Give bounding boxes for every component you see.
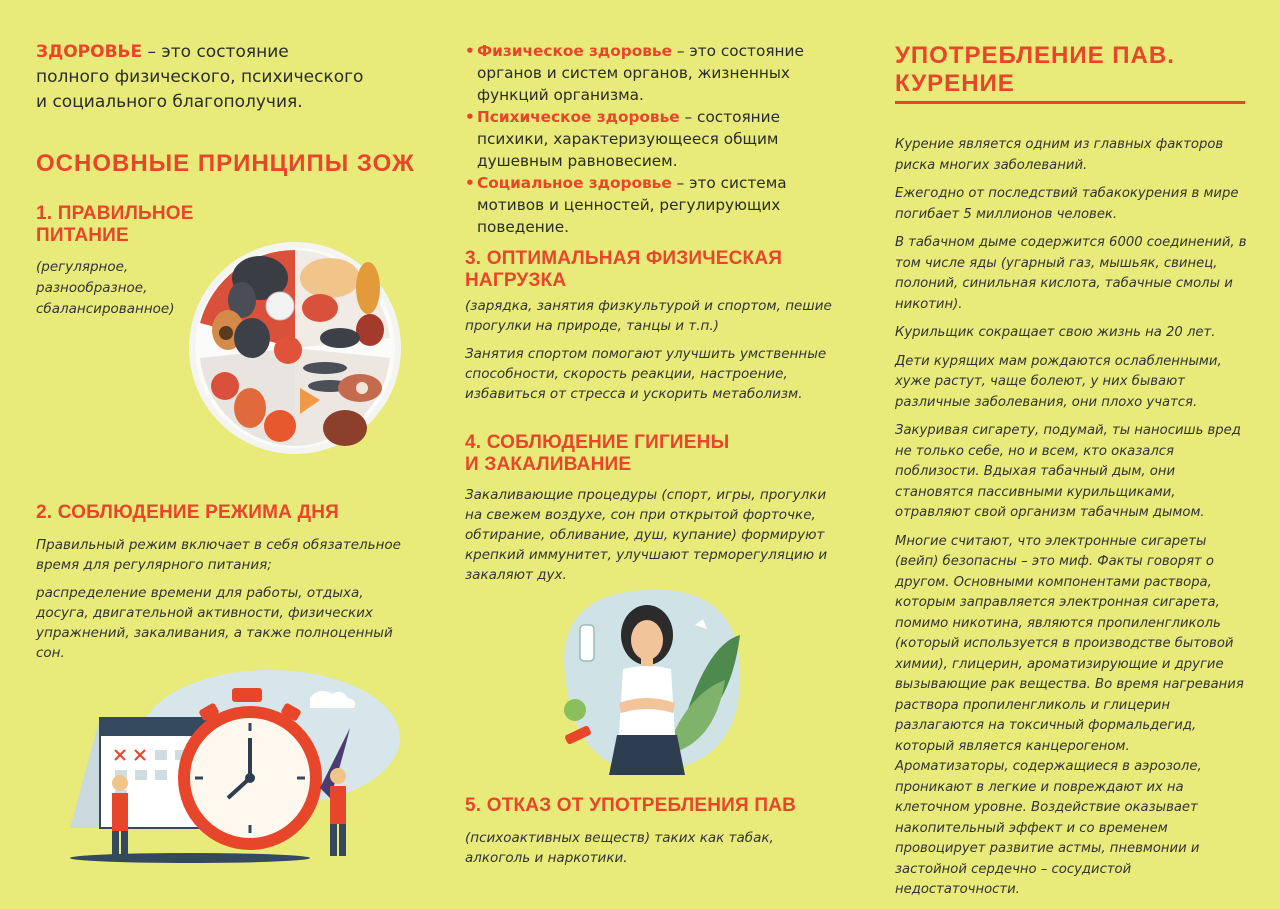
smoking-paragraph-4: Курильщик сокращает свою жизнь на 20 лет.: [895, 325, 1216, 340]
health-definition: [36, 40, 436, 115]
smoking-paragraph-6: Закуривая сигарету, подумай, ты наносишь вред не только себе, но и всем, кто оказался поблизости. Вдыхая табачный дым, они становятся пассивными курильщиками, отравляют свой организм табачным дымом.: [895, 423, 1241, 520]
physical-health-text: – это состояние органов и систем органов, жизненных функций организма.: [477, 42, 804, 104]
section4-heading-line2: И ЗАКАЛИВАНИЕ: [465, 454, 632, 475]
section5-paragraph1: (психоактивных веществ) таких как табак, алкоголь и наркотики.: [465, 830, 774, 866]
heading-underline: [895, 101, 1245, 104]
section1-heading: [36, 203, 194, 247]
section2-paragraph1: Правильный режим включает в себя обязательное время для регулярного питания;: [36, 537, 401, 573]
section1-note-line1: (регулярное,: [36, 259, 129, 275]
list-item: [465, 172, 835, 238]
social-health-term: Социальное здоровье: [477, 174, 672, 192]
section3-heading-line2: НАГРУЗКА: [465, 270, 567, 291]
section2-text: [36, 535, 416, 671]
column-right: [860, 0, 1280, 905]
smoking-paragraph-3: В табачном дыме содержится 6000 соединений, в том числе яды (угарный газ, мышьяк, свинец, полоний, синильная кислота, табачные смолы и никотин).: [895, 235, 1247, 312]
smoking-paragraph-7: Многие считают, что электронные сигареты (вейп) безопасны – это миф. Факты говорят о другом. Основными компонентами раствора, которым заправляется электронная сигарета, помимо никотина, являются пропиленгликоль (который используется в производстве бытовой химии), глицерин, ароматизирующие и другие вызывающие рак вещества. Во время нагревания раствора пропиленгликоль и глицерин разлагаются на токсичный формальдегид, который является канцерогеном. Ароматизаторы, содержащиеся в аэрозоле, проникают в легкие и повреждают их на клеточном уровне. Воздействие оказывает накопительный эффект и со временем провоцирует развитие астмы, пневмонии и застойной сердечно – сосудистой недостаточности.: [895, 533, 1244, 897]
smoking-text: [895, 135, 1247, 909]
section4-heading: [465, 432, 729, 476]
health-definition-line2: полного физического, психического: [36, 67, 364, 87]
section5-text: [465, 828, 835, 876]
smoking-paragraph-2: Ежегодно от последствий табакокурения в мире погибает 5 миллионов человек.: [895, 186, 1239, 222]
smoking-heading: [895, 42, 1175, 98]
health-definition-line3: и социального благополучия.: [36, 92, 303, 112]
list-item: [465, 40, 835, 106]
section4-paragraph1: Закаливающие процедуры (спорт, игры, прогулки на свежем воздухе, сон при открытой форточке, обтирание, обливание, душ, купание) формируют крепкий иммунитет, улучшают терморегуляцию и закаляют дух.: [465, 487, 828, 583]
section3-text: [465, 296, 835, 412]
section1-note-line2: разнообразное,: [36, 280, 148, 296]
section1-note-line3: сбалансированное): [36, 301, 175, 317]
smoking-paragraph-5: Дети курящих мам рождаются ослабленными, хуже растут, чаще болеют, у них бывают различные заболевания, они плохо учатся.: [895, 353, 1222, 410]
smoking-heading-line2: КУРЕНИЕ: [895, 70, 1015, 97]
health-term: ЗДОРОВЬЕ: [36, 42, 143, 62]
smoking-paragraph-1: Курение является одним из главных факторов риска многих заболеваний.: [895, 137, 1224, 173]
section2-paragraph2: распределение времени для работы, отдыха, досуга, двигательной активности, физических упражнений, закаливания, а также полноценный сон.: [36, 585, 393, 661]
section1-heading-line2: ПИТАНИЕ: [36, 225, 129, 246]
section3-paragraph1: (зарядка, занятия физкультурой и спортом, пешие прогулки на природе, танцы и т.п.): [465, 298, 832, 334]
section3-heading-line1: 3. ОПТИМАЛЬНАЯ ФИЗИЧЕСКАЯ: [465, 248, 783, 269]
list-item: [465, 106, 835, 172]
section5-heading: 5. ОТКАЗ ОТ УПОТРЕБЛЕНИЯ ПАВ: [465, 795, 797, 816]
smoking-heading-line1: УПОТРЕБЛЕНИЕ ПАВ.: [895, 42, 1175, 69]
mental-health-term: Психическое здоровье: [477, 108, 680, 126]
section1-note: [36, 257, 186, 320]
column-left: [0, 0, 440, 905]
section4-text: [465, 485, 835, 593]
column-middle: [440, 0, 860, 905]
health-definition-line1: – это состояние: [142, 42, 289, 62]
woman-fitness-icon: [545, 585, 755, 775]
food-plate-icon: [180, 238, 410, 458]
mental-health-text: – состояние психики, характеризующееся общим душевным равновесием.: [477, 108, 781, 170]
social-health-text: – это система мотивов и ценностей, регулирующих поведение.: [477, 174, 787, 236]
section3-heading: [465, 248, 782, 292]
section4-heading-line1: 4. СОБЛЮДЕНИЕ ГИГИЕНЫ: [465, 432, 730, 453]
section2-heading: 2. СОБЛЮДЕНИЕ РЕЖИМА ДНЯ: [36, 502, 340, 523]
health-types-list: [465, 40, 835, 238]
main-heading: ОСНОВНЫЕ ПРИНЦИПЫ ЗОЖ: [36, 150, 415, 177]
section3-paragraph2: Занятия спортом помогают улучшить умственные способности, скорость реакции, настроение, избавиться от стресса и ускорить метаболизм.: [465, 346, 827, 402]
alarm-clock-icon: [60, 668, 410, 868]
section1-heading-line1: 1. ПРАВИЛЬНОЕ: [36, 203, 194, 224]
physical-health-term: Физическое здоровье: [477, 42, 672, 60]
